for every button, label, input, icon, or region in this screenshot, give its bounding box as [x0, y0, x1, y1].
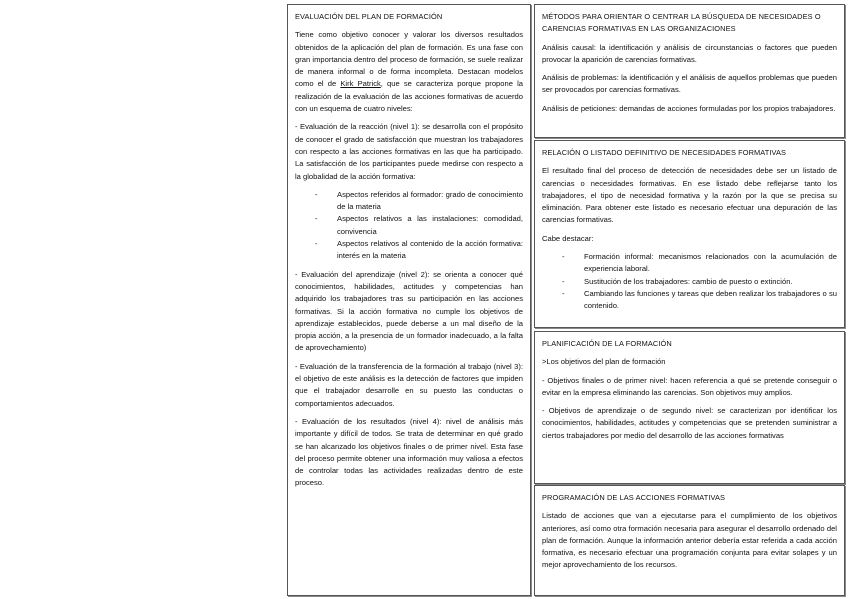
section-title: PLANIFICACIÓN DE LA FORMACIÓN: [542, 339, 672, 348]
paragraph: Análisis de peticiones: demandas de acciones formuladas por los propios trabajadores.: [542, 103, 836, 113]
nivel-1-paragraph: - Evaluación de la reacción (nivel 1): se desarrolla con el propósito de conocer el grado de satisfacción que muestran los trabajadores con respecto a las acciones formativas en las que ha participado. La satisfacción de los participantes puede medirse con respecto a la globalidad de la acción formativa:: [295, 122, 523, 181]
nivel-4-paragraph: - Evaluación de los resultados (nivel 4): nivel de análisis más importante y difícil de todos. Se trata de determinar en qué grado se han alcanzado los objetivos finales o de primer nivel. Esta fase del proceso permite obtener una información muy valiosa a efectos de controlar todas las actividades realizadas dentro de este proceso.: [295, 416, 523, 488]
relacion-list: [542, 251, 837, 312]
nivel-3-paragraph: - Evaluación de la transferencia de la formación al trabajo (nivel 3): el objetivo de este análisis es la detección de factores que impiden que el trabajador desarrolle en su puesto las conductas o comportamientos adecuados.: [295, 361, 523, 408]
programacion-section: [534, 485, 845, 596]
section-title: EVALUACIÓN DEL PLAN DE FORMACIÓN: [295, 12, 443, 21]
list-item: - Cambiando las funciones y tareas que deben realizar los trabajadores o su contenido.: [584, 288, 837, 313]
nivel-2-paragraph: - Evaluación del aprendizaje (nivel 2): se orienta a conocer qué conocimientos, habilidades, actitudes y competencias han adquirido los trabajadores tras su participación en las acciones formativas. Si la acción formativa no cumple los objetivos de aprendizaje establecidos, puede deberse a un mal diseño de la propia acción, a la presencia de un formador inadecuado, a la falta de aprovechamiento): [295, 269, 523, 353]
list-item: - Sustitución de los trabajadores: cambio de puesto o extinción.: [584, 276, 837, 288]
paragraph: - Objetivos finales o de primer nivel: hacen referencia a qué se pretende conseguir o evitar en la empresa eliminando las carencias. Son objetivos muy amplios.: [542, 375, 837, 397]
nivel-1-list: [295, 189, 523, 263]
section-title: RELACIÓN O LISTADO DEFINITIVO DE NECESIDADES FORMATIVAS: [542, 148, 787, 157]
section-title: MÉTODOS PARA ORIENTAR O CENTRAR LA BÚSQUEDA DE NECESIDADES O CARENCIAS FORMATIVAS EN LAS ORGANIZACIONES: [542, 12, 821, 34]
intro-text: Tiene como objetivo conocer y valorar los diversos resultados obtenidos de la aplicación del plan de formación. Es una fase con gran importancia dentro del proceso de formación, se suele realizar de manera informal o de forma incompleta. Destacan modelos como el de: [295, 30, 523, 89]
intro-text-cont: , que se caracteriza porque propone la realización de la evaluación de las acciones formativas de acuerdo con un esquema de cuatro niveles:: [295, 79, 523, 114]
kirk-patrick-link[interactable]: Kirk Patrick: [340, 79, 381, 89]
intro-paragraph: [295, 29, 523, 115]
list-item: - Aspectos relativos a las instalaciones: comodidad, convivencia: [337, 213, 523, 238]
relacion-section: [534, 140, 845, 328]
section-title: PROGRAMACIÓN DE LAS ACCIONES FORMATIVAS: [542, 493, 726, 502]
list-item: - Aspectos relativos al contenido de la acción formativa: interés en la materia: [337, 238, 523, 263]
list-item: - Formación informal: mecanismos relacionados con la acumulación de experiencia laboral.: [584, 251, 837, 276]
paragraph: Listado de acciones que van a ejecutarse para el cumplimiento de los objetivos anteriores, así como otra formación necesaria para asegurar el desarrollo ordenado del plan de formación. Aunque la información anterior debería estar referida a cada acción formativa, es necesario efectuar una programación conjunta para evitar solapes y un mejor aprovechamiento de los recursos.: [542, 511, 837, 570]
paragraph: Análisis de problemas: la identificación y el análisis de aquellos problemas que pueden ser provocados por carencias formativas.: [542, 73, 837, 95]
metodos-section: [534, 4, 845, 138]
evaluacion-section: [287, 4, 531, 596]
planificacion-section: [534, 331, 845, 484]
paragraph: Cabe destacar:: [542, 233, 594, 243]
paragraph: - Objetivos de aprendizaje o de segundo nivel: se caracterizan por identificar los conocimientos, habilidades, actitudes y competencias que se pretenden suministrar a ciertos trabajadores por medio del desarrollo de las acciones formativas: [542, 406, 837, 440]
paragraph: Análisis causal: la identificación y análisis de circunstancias o factores que pueden provocar la aparición de carencias formativas.: [542, 42, 837, 64]
paragraph: El resultado final del proceso de detección de necesidades debe ser un listado de carencias o necesidades formativas. En ese listado debe reflejarse tanto los trabajadores, el tipo de necesidad formativa y la razón por la que se precisa su eliminación. Para obtener este listado es necesario efectuar una depuración de las carencias formativas.: [542, 166, 837, 225]
list-item: - Aspectos referidos al formador: grado de conocimiento de la materia: [337, 189, 523, 214]
paragraph: >Los objetivos del plan de formación: [542, 357, 666, 367]
